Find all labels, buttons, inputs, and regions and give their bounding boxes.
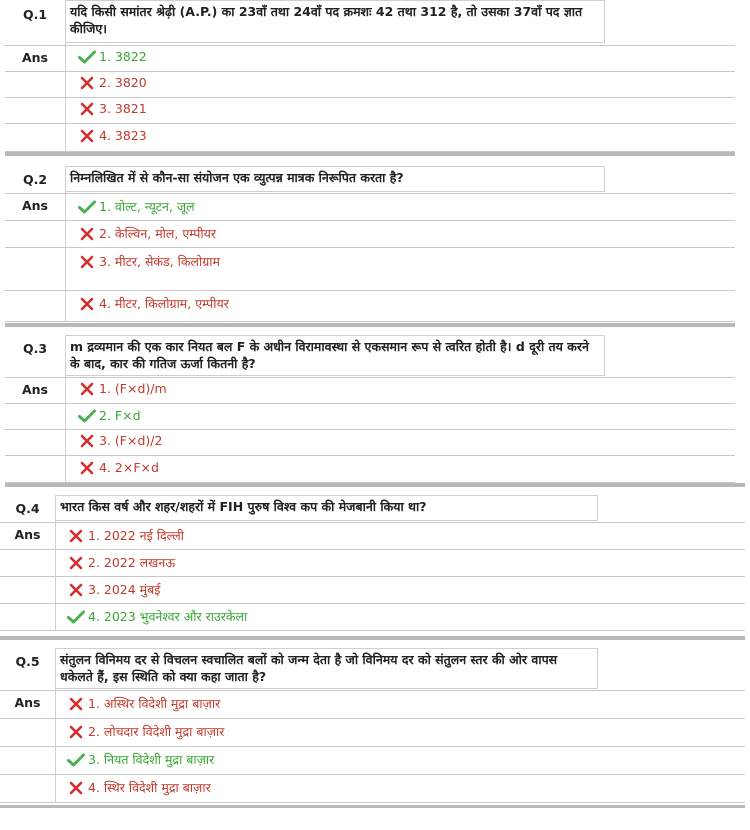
cross-icon	[67, 725, 85, 739]
answer-row	[5, 247, 735, 291]
cross-icon	[78, 434, 96, 448]
question-block	[5, 166, 735, 322]
answer-row	[5, 71, 735, 98]
answer-row	[5, 97, 735, 124]
cross-icon	[78, 102, 96, 116]
option	[78, 101, 147, 116]
separator	[0, 805, 745, 808]
answer-row	[5, 455, 735, 483]
answer-row	[0, 549, 745, 577]
question-text: भारत किस वर्ष और शहर/शहरों में FIH पुरुष विश्व कप की मेजबानी किया था?	[55, 495, 598, 521]
option	[78, 295, 229, 312]
answer-row	[5, 123, 735, 152]
answer-label: Ans	[21, 382, 48, 397]
answer-row	[0, 718, 745, 747]
question-number: Q.1	[22, 7, 48, 22]
option	[78, 49, 147, 64]
option	[78, 128, 147, 143]
cross-icon	[78, 227, 96, 241]
check-icon	[78, 200, 96, 214]
answer-row	[5, 429, 735, 456]
cross-icon	[78, 76, 96, 90]
option-text: 4. 2023 भुवनेश्वर और राउरकेला	[88, 609, 248, 624]
answer-label: Ans	[21, 50, 48, 65]
check-icon	[78, 50, 96, 64]
option-text: 2. केल्विन, मोल, एम्पीयर	[99, 226, 216, 241]
option-text: 1. (F×d)/m	[99, 381, 167, 396]
question-text: संतुलन विनिमय दर से विचलन स्वचालित बलों को जन्म देता है जो विनिमय दर को संतुलन स्तर की ओर वापस धकेलते हैं, इस स्थिति को क्या कहा जाता है?	[55, 648, 598, 689]
cross-icon	[67, 697, 85, 711]
option-text: 4. मीटर, किलोग्राम, एम्पीयर	[99, 296, 229, 311]
answer-row	[5, 220, 735, 248]
option	[67, 779, 211, 796]
option	[78, 225, 216, 242]
option	[67, 581, 160, 598]
question-block	[0, 495, 745, 630]
option-text: 3. 2024 मुंबई	[88, 582, 161, 597]
answer-row	[0, 603, 745, 631]
option	[67, 527, 184, 544]
option-text: 1. वोल्ट, न्यूटन, जूल	[99, 199, 195, 214]
option	[78, 75, 147, 90]
question-text: यदि किसी समांतर श्रेढ़ी (A.P.) का 23वाँ तथा 24वाँ पद क्रमशः 42 तथा 312 है, तो उसका 37वाँ पद ज्ञात कीजिए।	[65, 0, 605, 43]
question-text: निम्नलिखित में से कौन-सा संयोजन एक व्युत्पन्न मात्रक निरूपित करता है?	[65, 166, 605, 192]
option	[78, 381, 167, 396]
answer-row	[5, 377, 735, 404]
option	[78, 198, 195, 215]
cross-icon	[78, 129, 96, 143]
answer-row	[0, 774, 745, 803]
question-row	[5, 0, 735, 46]
option-text: 1. अस्थिर विदेशी मुद्रा बाज़ार	[88, 696, 221, 711]
cross-icon	[78, 255, 96, 269]
option-text: 3. 3821	[99, 101, 147, 116]
question-text: m द्रव्यमान की एक कार नियत बल F के अधीन विरामावस्था से एकसमान रूप से त्वरित होती है। d दूरी तय करने के बाद, कार की गतिज ऊर्जा कितनी है?	[65, 335, 605, 376]
answer-row	[0, 576, 745, 604]
option-text: 2. 2022 लखनऊ	[88, 555, 176, 570]
answer-row	[0, 746, 745, 775]
option	[67, 751, 214, 768]
question-number: Q.4	[15, 501, 40, 516]
separator	[5, 323, 735, 327]
question-row	[5, 335, 735, 378]
answer-row	[5, 193, 735, 221]
option-text: 3. नियत विदेशी मुद्रा बाज़ार	[88, 752, 215, 767]
option-text: 4. स्थिर विदेशी मुद्रा बाज़ार	[88, 780, 211, 795]
cross-icon	[78, 382, 96, 396]
question-block	[5, 0, 735, 152]
answer-label: Ans	[21, 198, 48, 213]
option	[78, 253, 220, 270]
cross-icon	[78, 461, 96, 475]
option	[67, 723, 224, 740]
option-text: 4. 3823	[99, 128, 147, 143]
question-block	[0, 648, 745, 803]
option-text: 1. 2022 नई दिल्ली	[88, 528, 184, 543]
cross-icon	[67, 781, 85, 795]
question-row	[0, 648, 745, 691]
question-number: Q.3	[22, 341, 48, 356]
separator	[5, 152, 735, 156]
separator	[0, 636, 745, 640]
option-text: 4. 2×F×d	[99, 460, 159, 475]
option-text: 2. लोचदार विदेशी मुद्रा बाज़ार	[88, 724, 225, 739]
answer-label: Ans	[14, 527, 41, 542]
option-text: 3. मीटर, सेकंड, किलोग्राम	[99, 254, 220, 269]
separator	[5, 483, 745, 487]
option-text: 2. 3820	[99, 75, 147, 90]
question-row	[0, 495, 745, 523]
option	[67, 695, 220, 712]
answer-row	[0, 690, 745, 719]
option	[78, 408, 141, 423]
cross-icon	[78, 297, 96, 311]
question-block	[5, 335, 735, 483]
answer-row	[0, 522, 745, 550]
option	[67, 554, 175, 571]
option	[78, 433, 162, 448]
cross-icon	[67, 556, 85, 570]
option-text: 1. 3822	[99, 49, 147, 64]
check-icon	[78, 409, 96, 423]
question-number: Q.5	[15, 654, 40, 669]
check-icon	[67, 610, 85, 624]
cross-icon	[67, 529, 85, 543]
question-number: Q.2	[22, 172, 48, 187]
option	[78, 460, 159, 475]
option	[67, 608, 247, 625]
answer-row	[5, 290, 735, 322]
answer-label: Ans	[14, 695, 41, 710]
question-row	[5, 166, 735, 194]
check-icon	[67, 753, 85, 767]
option-text: 2. F×d	[99, 408, 141, 423]
cross-icon	[67, 583, 85, 597]
answer-row	[5, 45, 735, 72]
option-text: 3. (F×d)/2	[99, 433, 163, 448]
answer-row	[5, 403, 735, 430]
